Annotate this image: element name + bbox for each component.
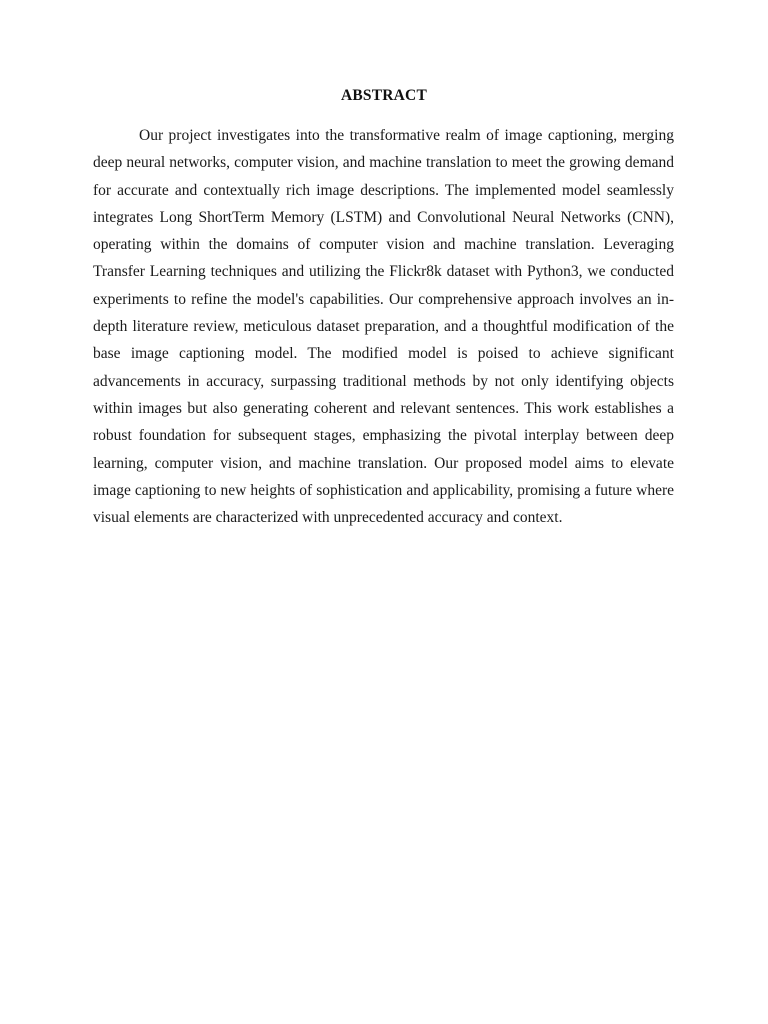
abstract-paragraph: Our project investigates into the transformative realm of image captioning, merging deep neural networks, computer vision, and machine translation to meet the growing demand for accurate and contextually rich image descriptions. The implemented model seamlessly integrates Long ShortTerm Memory (LSTM) and Convolutional Neural Networks (CNN), operating within the domains of computer vision and machine translation. Leveraging Transfer Learning techniques and utilizing the Flickr8k dataset with Python3, we conducted experiments to refine the model's capabilities. Our comprehensive approach involves an in-depth literature review, meticulous dataset preparation, and a thoughtful modification of the base image captioning model. The modified model is poised to achieve significant advancements in accuracy, surpassing traditional methods by not only identifying objects within images but also generating coherent and relevant sentences. This work establishes a robust foundation for subsequent stages, emphasizing the pivotal interplay between deep learning, computer vision, and machine translation. Our proposed model aims to elevate image captioning to new heights of sophistication and applicability, promising a future where visual elements are characterized with unprecedented accuracy and context. [93,127,674,527]
abstract-heading: ABSTRACT [340,87,427,104]
